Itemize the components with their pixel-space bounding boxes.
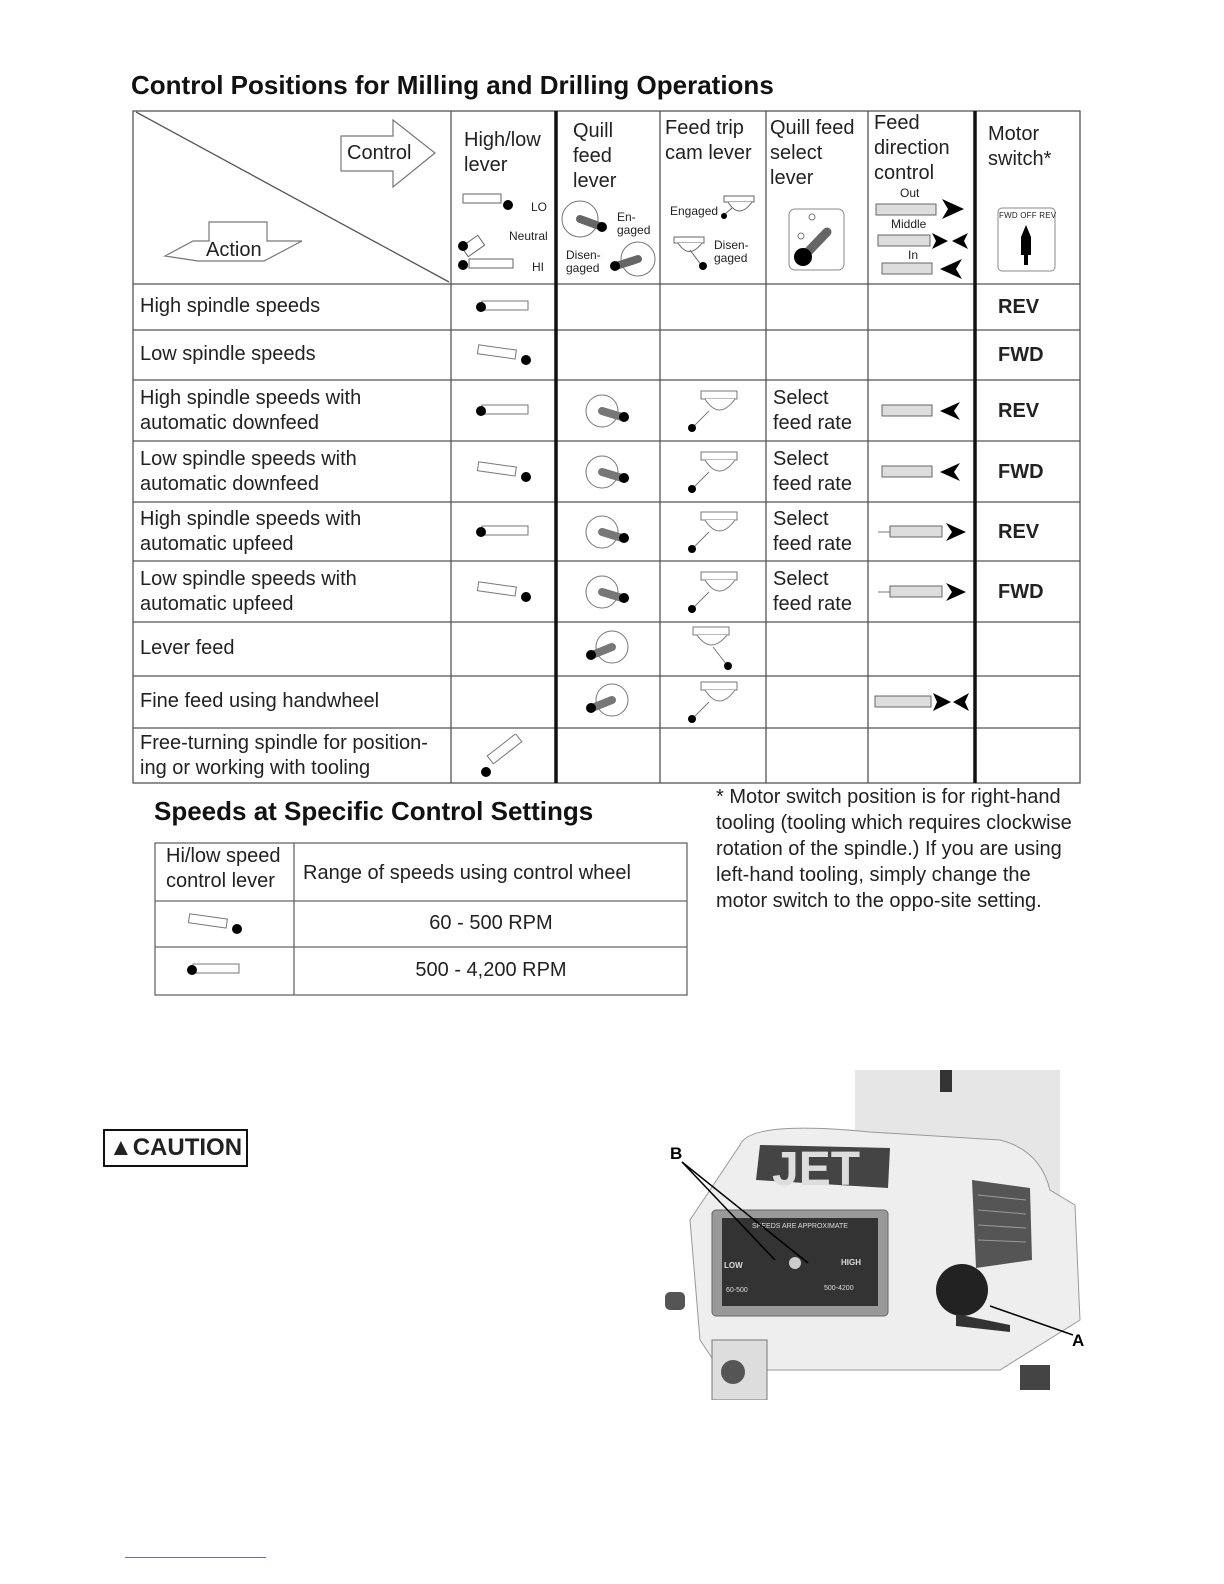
feed-direction-out-icon (868, 502, 975, 561)
row-select-text: Select feed rate (773, 386, 852, 434)
photo-plate-top: SPEEDS ARE APPROXIMATE (752, 1223, 848, 1230)
cam-lever-engaged-icon (660, 676, 766, 728)
row-motor-setting: REV (998, 296, 1040, 318)
row-select-text: Select feed rate (773, 447, 852, 495)
photo-high-range: 500-4200 (824, 1285, 854, 1292)
speed-lever-lo-icon (185, 913, 245, 940)
cam-lever-engaged-icon (660, 561, 766, 622)
corner-control-label: Control (347, 142, 412, 164)
cam-lever-engaged-icon (660, 502, 766, 561)
col-header-cam: Feed trip cam lever (665, 117, 752, 164)
row-action-label: Low spindle speeds with automatic downfeed (140, 447, 357, 495)
quill-lever-disengaged-icon (556, 622, 660, 676)
photo-low-range: 60-500 (726, 1287, 748, 1294)
quill-lever-engaged-icon (556, 561, 660, 622)
quill-lever-engaged-icon (556, 441, 660, 502)
speeds-col2-header: Range of speeds using control wheel (303, 862, 631, 884)
cam-lever-disengaged-icon (660, 622, 766, 676)
speeds-title: Speeds at Specific Control Settings (154, 796, 594, 826)
row-motor-setting: FWD (998, 344, 1044, 366)
legend-cam-disengaged: Disen- gaged (714, 238, 749, 265)
hilo-lever-lo-icon (451, 441, 556, 502)
legend-in: In (908, 248, 919, 262)
photo-label-b: B (670, 1144, 683, 1163)
row-action-label: Lever feed (140, 637, 235, 659)
speed-range: 500 - 4,200 RPM (415, 959, 567, 981)
select-lever-legend-icon (788, 208, 846, 272)
quill-lever-engaged-icon (556, 502, 660, 561)
row-motor-setting: FWD (998, 580, 1044, 603)
feed-direction-in-icon (868, 380, 975, 441)
cam-lever-engaged-icon (660, 441, 766, 502)
corner-action-label: Action (206, 239, 262, 261)
row-action-label: Free-turning spindle for position- ing or working with tooling (140, 731, 428, 779)
row-action-label: Low spindle speeds with automatic upfeed (140, 567, 357, 615)
legend-hi: HI (532, 260, 544, 274)
page-title: Control Positions for Milling and Drilling Operations (131, 70, 774, 100)
feed-direction-middle-icon (868, 676, 975, 728)
row-motor-setting: FWD (998, 460, 1044, 483)
speeds-col1-header: Hi/low speed control lever (166, 845, 281, 892)
col-header-select: Quill feed select lever (770, 117, 855, 189)
legend-engaged: En- gaged (617, 210, 651, 237)
row-action-label: High spindle speeds with automatic upfeed (140, 507, 362, 555)
cam-lever-engaged-icon (660, 380, 766, 441)
machine-head-photo (660, 1070, 1100, 1400)
speed-lever-hi-icon (185, 960, 245, 985)
photo-low: LOW (724, 1261, 743, 1270)
quill-lever-disengaged-icon (556, 676, 660, 728)
row-motor-setting: REV (998, 520, 1040, 543)
hilo-lever-neutral-icon (451, 728, 556, 783)
motor-switch-footnote: * Motor switch position is for right-hand tooling (tooling which requires clockwise rotation of the spindle.) If you are using left-hand tooling, simply change the motor switch to the oppo-site setting. (716, 786, 1072, 912)
feed-direction-in-icon (868, 441, 975, 502)
legend-out: Out (900, 186, 920, 200)
hilo-lever-hi-icon (451, 284, 556, 330)
row-select-text: Select feed rate (773, 567, 852, 615)
hilo-lever-hi-icon (451, 502, 556, 561)
row-action-label: High spindle speeds (140, 295, 321, 317)
quill-lever-engaged-icon (556, 380, 660, 441)
row-action-label: Fine feed using handwheel (140, 690, 380, 712)
legend-neutral: Neutral (509, 229, 548, 243)
row-select-text: Select feed rate (773, 507, 852, 555)
photo-label-a: A (1072, 1331, 1085, 1350)
caution-text: CAUTION (132, 1134, 243, 1161)
feed-direction-out-icon (868, 561, 975, 622)
legend-disengaged: Disen- gaged (566, 248, 601, 275)
legend-middle: Middle (891, 217, 927, 231)
row-action-label: High spindle speeds with automatic downfeed (140, 386, 362, 434)
col-header-hilo: High/low lever (464, 129, 541, 176)
row-action-label: Low spindle speeds (140, 343, 316, 365)
col-header-motor: Motor switch* (988, 123, 1052, 170)
col-header-quill: Quill feed lever (573, 120, 617, 192)
col-header-direction: Feed direction control (874, 112, 950, 184)
hilo-lever-lo-icon (451, 330, 556, 380)
footer-rule (125, 1557, 266, 1558)
row-motor-setting: REV (998, 399, 1040, 422)
caution-label (103, 1129, 248, 1167)
hilo-lever-lo-icon (451, 561, 556, 622)
hilo-lever-hi-icon (451, 380, 556, 441)
legend-cam-engaged: Engaged (670, 204, 719, 218)
legend-lo: LO (531, 200, 548, 214)
warning-triangle-icon: ▲ (108, 1134, 133, 1161)
legend-switch-labels: FWD OFF REV (999, 211, 1057, 220)
direction-legend-icons (870, 195, 974, 283)
photo-high: HIGH (841, 1258, 861, 1267)
photo-brand: JET (772, 1143, 861, 1196)
speed-range: 60 - 500 RPM (429, 912, 553, 934)
